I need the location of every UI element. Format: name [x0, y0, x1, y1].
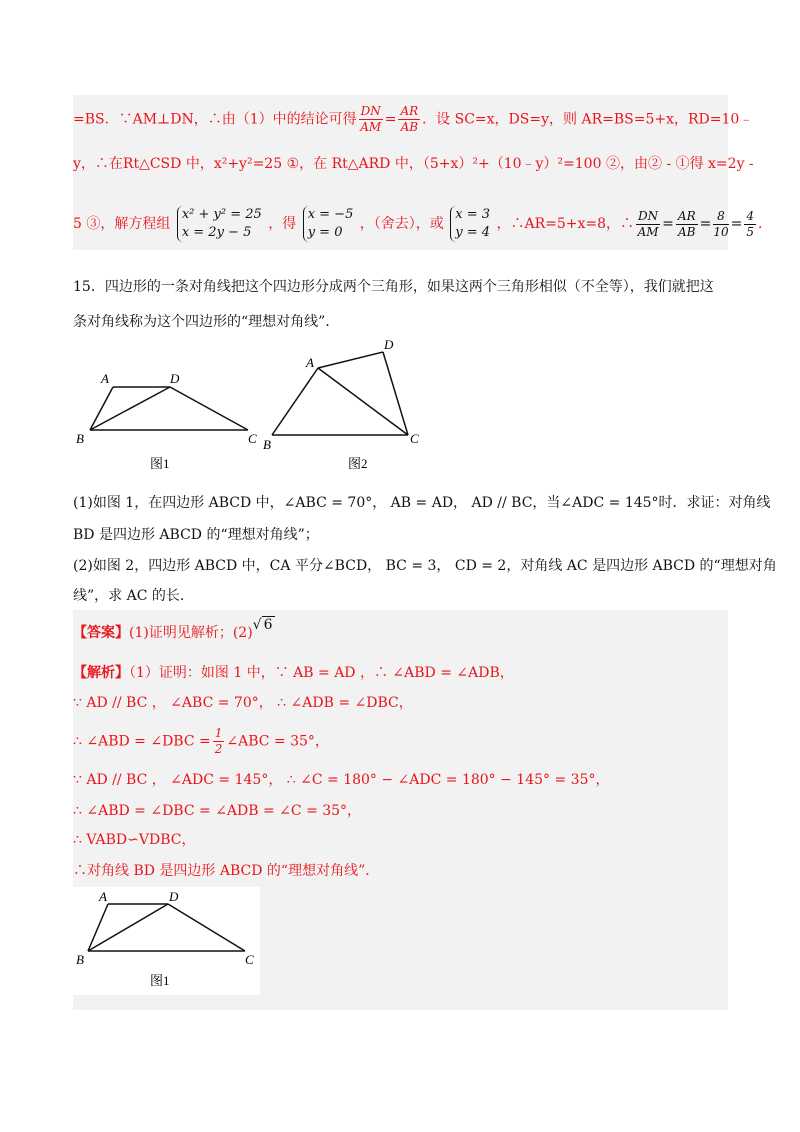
afig-label-C: C — [245, 952, 254, 967]
fig1-label-A: A — [101, 371, 109, 386]
question1-line2: BD 是四边形 ABCD 的“理想对角线”； — [73, 527, 319, 543]
analysis-line7: ∴对角线 BD 是四边形 ABCD 的“理想对角线”． — [73, 863, 380, 879]
answer-text: (1)证明见解析；(2) — [129, 625, 253, 641]
analysis-line1: 【解析】（1）证明：如图 1 中，∵ AB = AD ，∴ ∠ABD = ∠ADB， — [73, 665, 514, 681]
question2-line2: 线”，求 AC 的长. — [73, 588, 185, 604]
answer-label: 【答案】 — [73, 625, 129, 641]
prev-solution-line3: 5 ③，解方程组 x² + y² = 25 x = 2y − 5 ，得 x = −5 y = 0 ，（舍去），或 x = 3 y = 4 ，∴AR=5+x=8，∴ $\frac{DN}{AM}$ = $\frac{AR}{AB}$ = $\frac{8}{10}$ = $\frac{4}{5}$ ． — [73, 207, 772, 240]
analysis-line2: ∵ AD // BC ， ∠ABC = 70°， ∴ ∠ADB = ∠DBC， — [73, 695, 413, 711]
fig2-label-D: D — [384, 337, 394, 352]
fig1-caption: 图1 — [150, 456, 170, 471]
prev-solution-line2: y，∴在Rt△CSD 中，x²+y²=25 ①，在 Rt△ARD 中，（5+x）²+（10﹣y）²=100 ②，由② - ①得 x=2y - — [73, 156, 754, 172]
prev-solution-line1: =BS．∵AM⊥DN，∴由（1）中的结论可得 $\frac{DN}{AM}$ = $\frac{AR}{AB}$ ．设 SC=x，DS=y，则 AR=BS=5+x，RD=10﹣ — [73, 104, 754, 134]
answer-line — [73, 617, 275, 642]
afig-label-B: B — [76, 952, 84, 967]
fig2-caption: 图2 — [348, 456, 368, 471]
fig2-label-A: A — [306, 355, 314, 370]
fig1-label-B: B — [76, 431, 84, 446]
fig2-label-B: B — [263, 437, 271, 452]
question1-line1: (1)如图 1，在四边形 ABCD 中，∠ABC = 70°， AB = AD， AD // BC，当∠ADC = 145°时．求证：对角线 — [73, 495, 771, 511]
fig1-label-D: D — [170, 371, 180, 386]
question2-line1: (2)如图 2，四边形 ABCD 中，CA 平分∠BCD， BC = 3， CD = 2，对角线 AC 是四边形 ABCD 的“理想对角 — [73, 558, 777, 574]
afig-caption: 图1 — [150, 973, 170, 988]
fig1-label-C: C — [248, 431, 257, 446]
problem-line2: 条对角线称为这个四边形的“理想对角线”． — [73, 314, 340, 330]
figure-2 — [258, 335, 438, 475]
analysis-line4: ∵ AD // BC ， ∠ADC = 145°， ∴ ∠C = 180° − ∠ADC = 180° − 145° = 35°， — [73, 772, 610, 788]
answer-sqrt: √ 6 — [252, 617, 273, 633]
analysis-line6: ∴ VABD∽VDBC， — [73, 832, 196, 848]
afig-label-D: D — [169, 889, 179, 904]
afig-label-A: A — [99, 889, 107, 904]
figure-1 — [70, 365, 270, 475]
analysis-line3: ∴ ∠ABD = ∠DBC = $\frac{1}{2}$ ∠ABC = 35°， — [73, 726, 329, 756]
analysis-line5: ∴ ∠ABD = ∠DBC = ∠ADB = ∠C = 35°， — [73, 803, 362, 819]
fig2-label-C: C — [410, 431, 419, 446]
analysis-figure-1 — [73, 887, 260, 995]
problem-line1: 15．四边形的一条对角线把这个四边形分成两个三角形，如果这两个三角形相似（不全等），我们就把这 — [73, 279, 714, 295]
